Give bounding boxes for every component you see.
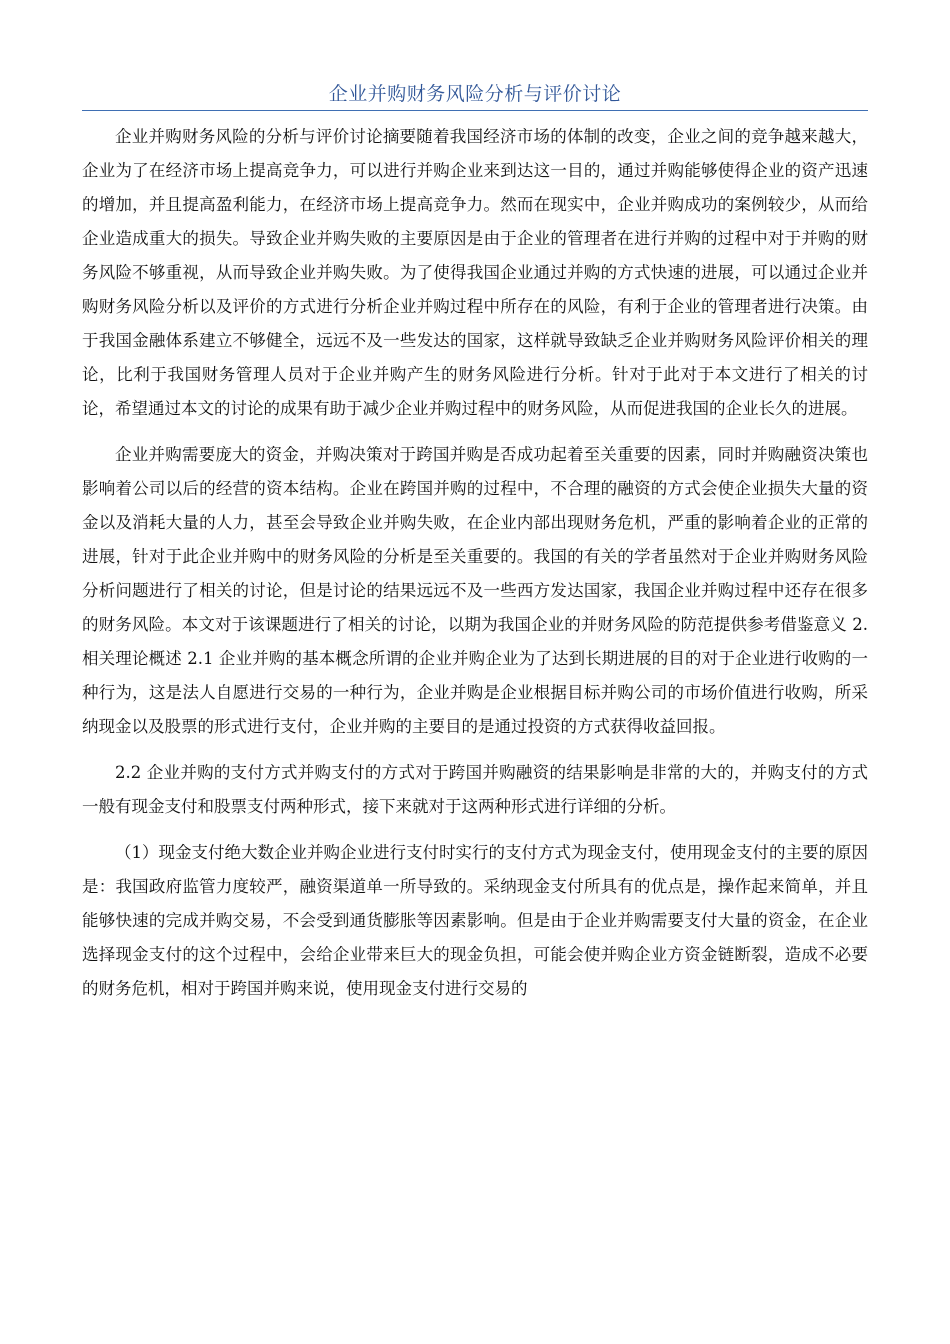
paragraph-cash-payment: （1）现金支付绝大数企业并购企业进行支付时实行的支付方式为现金支付，使用现金支付的主要的原因是：我国政府监管力度较严，融资渠道单一所导致的。采纳现金支付所具有的优点是，操作起来简单，并且能够快速的完成并购交易，不会受到通货膨胀等因素影响。但是由于企业并购需要支付大量的资金，在企业选择现金支付的这个过程中，会给企业带来巨大的现金负担，可能会使并购企业方资金链断裂，造成不必要的财务危机，相对于跨国并购来说，使用现金支付进行交易的 <box>82 843 868 998</box>
paragraph-payment-methods: 2.2 企业并购的支付方式并购支付的方式对于跨国并购融资的结果影响是非常的大的，并购支付的方式一般有现金支付和股票支付两种形式，接下来就对于这两种形式进行详细的分析。 <box>82 763 868 816</box>
document-title: 企业并购财务风险分析与评价讨论 <box>328 83 622 105</box>
document-header <box>82 80 868 111</box>
paragraph-financing: 企业并购需要庞大的资金，并购决策对于跨国并购是否成功起着至关重要的因素，同时并购融资决策也影响着公司以后的经营的资本结构。企业在跨国并购的过程中，不合理的融资的方式会使企业损失大量的资金以及消耗大量的人力，甚至会导致企业并购失败，在企业内部出现财务危机，严重的影响着企业的正常的进展，针对于此企业并购中的财务风险的分析是至关重要的。我国的有关的学者虽然对于企业并购财务风险分析问题进行了相关的讨论，但是讨论的结果远远不及一些西方发达国家，我国企业并购过程中还存在很多的财务风险。本文对于该课题进行了相关的讨论，以期为我国企业的并财务风险的防范提供参考借鉴意义 2.相关理论概述 2.1 企业并购的基本概念所谓的企业并购企业为了达到长期进展的目的对于企业进行收购的一种行为，这是法人自愿进行交易的一种行为，企业并购是企业根据目标并购公司的市场价值进行收购，所采纳现金以及股票的形式进行支付，企业并购的主要目的是通过投资的方式获得收益回报。 <box>82 445 868 736</box>
document-body <box>82 120 868 1006</box>
paragraph-abstract: 企业并购财务风险的分析与评价讨论摘要随着我国经济市场的体制的改变，企业之间的竞争越来越大，企业为了在经济市场上提高竞争力，可以进行并购企业来到达这一目的，通过并购能够使得企业的资产迅速的增加，并且提高盈利能力，在经济市场上提高竞争力。然而在现实中，企业并购成功的案例较少，从而给企业造成重大的损失。导致企业并购失败的主要原因是由于企业的管理者在进行并购的过程中对于并购的财务风险不够重视，从而导致企业并购失败。为了使得我国企业通过并购的方式快速的进展，可以通过企业并购财务风险分析以及评价的方式进行分析企业并购过程中所存在的风险，有利于企业的管理者进行决策。由于我国金融体系建立不够健全，远远不及一些发达的国家，这样就导致缺乏企业并购财务风险评价相关的理论，比利于我国财务管理人员对于企业并购产生的财务风险进行分析。针对于此对于本文进行了相关的讨论，希望通过本文的讨论的成果有助于减少企业并购过程中的财务风险，从而促进我国的企业长久的进展。 <box>82 127 868 418</box>
